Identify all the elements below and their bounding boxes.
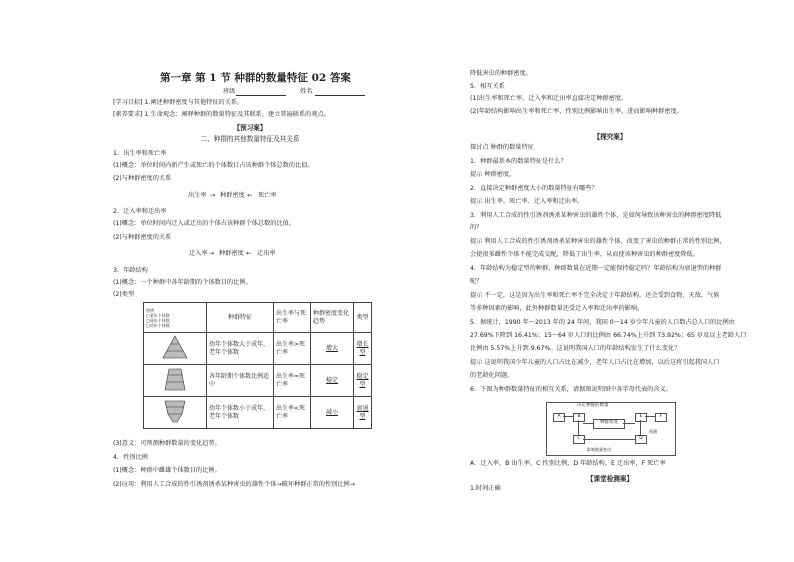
answer-3-cont: 会使很多雌性个体不能完成交配，降低了出生率，从而使该种害虫的种群密度降低。 — [470, 251, 699, 258]
question-3: 3．利用人工合成的性引诱剂诱杀某种害虫的雄性个体，是如何导致该种害虫的种群密度降低 — [470, 212, 722, 219]
table-row — [144, 397, 372, 429]
immigration-label: 迁入率 — [189, 250, 208, 257]
diagram-connector — [623, 423, 635, 424]
diagram-connector — [583, 423, 593, 424]
table-cell: 出生率>死亡率 — [274, 333, 311, 365]
age-structure-table — [143, 302, 372, 429]
node-f: F — [655, 413, 667, 422]
table-cell: 增大 — [311, 333, 354, 365]
table-header: 类型 — [354, 303, 372, 333]
node-e: E — [635, 413, 647, 422]
class-blank[interactable] — [236, 95, 286, 96]
explore-header: 【探究案】 — [593, 133, 627, 141]
table-cell: 稳定 — [311, 365, 354, 397]
answer-5-cont: 的老龄化问题。 — [470, 372, 514, 379]
diagram-connector — [563, 416, 573, 417]
learning-goal: [学习目标] 1.阐述种群密度与其他特征的关系。 — [113, 99, 244, 106]
table-cell: 幼年个体数小于成年、老年个体数 — [207, 397, 274, 429]
table-row — [144, 365, 372, 397]
r-s5-line2: (2)年龄结构影响出生率和死亡率，性别比例影响出生率，进而影响种群密度。 — [470, 108, 683, 115]
explore-subheader: 探讨点 种群的数量特征 — [470, 144, 534, 151]
s4-definition: (1)概念：种群中雌雄个体数目的比例。 — [113, 467, 221, 474]
emigration-label: 迁出率 — [257, 250, 276, 257]
answer-4-cont: 等多种因素的影响，此外种群数量还受迁入率和迁出率的影响。 — [470, 305, 644, 312]
arrow-icon: ← — [246, 250, 252, 257]
node-d: D — [635, 435, 647, 444]
answer-4: 提示 不一定，这是因为出生率和死亡率不完全决定于年龄结构，还会受到食物、天敌、气候 — [470, 292, 720, 299]
question-3-cont: 的？ — [470, 224, 483, 231]
diagram-connector — [578, 420, 579, 435]
birth-rate-label: 出生率 — [188, 192, 207, 199]
name-blank[interactable] — [315, 95, 365, 96]
question-6: 6．下图为种群数量特征的相互关系，请据图说明图中各字母代表的含义。 — [470, 386, 672, 393]
diagram-title: 决定种群的数量 — [577, 403, 609, 408]
pyramid-growth-icon — [144, 333, 207, 365]
node-a: A — [553, 413, 565, 422]
s3-type: (2)类型 — [113, 291, 135, 298]
table-header: 种群密度变化趋势 — [311, 303, 354, 333]
table-cell: 幼年个体数大于成年、老年个体数 — [207, 333, 274, 365]
node-b: B — [573, 413, 585, 422]
s2-definition: (1)概念：单位时间内迁入或迁出的个体占该种群个体总数的比值。 — [113, 220, 296, 227]
name-label: 姓名 — [300, 88, 313, 95]
preview-header: 【预习案】 — [233, 124, 267, 132]
diagram-connector — [640, 420, 641, 435]
death-rate-label: 死亡率 — [258, 192, 277, 199]
s3-definition: (1)概念：一个种群中各年龄期的个体数目的比例。 — [113, 279, 252, 286]
impact-label: 影响数量变动 — [587, 447, 611, 452]
question-1: 1．种群最基本的数量特征是什么？ — [470, 158, 567, 165]
question-5-cont2: 比例由 5.57%上升到 9.67%。这说明我国人口的年龄结构发生了什么变化？ — [470, 345, 681, 352]
population-relationship-diagram — [546, 402, 676, 456]
answer-3: 提示 利用人工合成的性引诱剂诱杀某种害虫的雄性个体，改变了害虫的种群正常的性别比例， — [470, 238, 726, 245]
practice-line: 1.时间正确 — [470, 485, 501, 492]
answer-1: 提示 种群密度。 — [470, 171, 516, 178]
density-label: 种群密度 — [219, 250, 244, 257]
answer-2: 提示 出生率、死亡率、迁入率和迁出率。 — [470, 198, 584, 205]
class-label: 班级 — [223, 88, 236, 95]
s3-significance: (3)意义：可预测种群数量的变化趋势。 — [113, 440, 221, 447]
table-cell: 衰退型 — [354, 397, 372, 429]
arrow-icon: → — [209, 250, 215, 257]
s1-definition: (1)概念：单位时间内新产生或死亡的个体数目占该种群个体总数的比值。 — [113, 162, 314, 169]
s1-relation: (2)与种群密度的关系 — [113, 175, 172, 182]
question-2: 2．直接决定种群密度大小的数量特征有哪些？ — [470, 185, 598, 192]
node-density: 种群密度 — [593, 419, 625, 429]
table-cell: 增长型 — [354, 333, 372, 365]
pyramid-stable-icon — [144, 365, 207, 397]
predict-label: 预测 — [649, 429, 657, 434]
arrow-icon: ← — [247, 192, 253, 199]
node-c: C — [573, 435, 585, 444]
r-s5-line1: (1)出生率和死亡率、迁入率和迁出率直接决定种群密度。 — [470, 95, 628, 102]
table-header: 种群特征 — [207, 303, 274, 333]
s1-title: 1．出生率和死亡率 — [113, 150, 167, 157]
section-header: 二、种群的其他数量特征及其关系 — [200, 135, 300, 143]
s3-title: 3．年龄结构 — [113, 267, 148, 274]
table-cell: 出生率≈死亡率 — [274, 365, 311, 397]
diagram-connector — [583, 439, 635, 440]
page-title: 第一章 第 1 节 种群的数量特征 02 答案 — [160, 72, 351, 84]
table-header: 出生率与死亡率 — [274, 303, 311, 333]
s4-application: (2)应用：利用人工合成的性引诱剂诱杀某种害虫的雄性个体→破坏种群正常的性别比例→ — [113, 481, 355, 488]
answer-6: A．迁入率，B 出生率，C 性别比例，D 年龄结构，E 迁出率，F 死亡率 — [470, 460, 666, 467]
table-cell: 出生率<死亡率 — [274, 397, 311, 429]
s4-title: 4．性别比例 — [113, 454, 148, 461]
table-legend-cell: 图例 □老年个体数 □成年个体数 □幼年个体数 — [144, 303, 207, 333]
table-cell: 稳定型 — [354, 365, 372, 397]
density-label: 种群密度 — [220, 192, 245, 199]
r-s5-title: 5．相互关系 — [470, 83, 505, 90]
literacy-requirement: [素养要求] 1.生命观念：阐释种群的数量特征及其联系，建立普遍联系的观点。 — [113, 111, 330, 118]
diagram-connector — [645, 416, 655, 417]
answer-5: 提示 这说明我国少年儿童的人口占比在减少，老年人口占比在增加，以后这将引起我国人口 — [470, 359, 720, 366]
question-4-cont: 呢？ — [470, 278, 483, 285]
question-5: 5．据统计，1990 年～2013 年的 24 年间，我国 0～14 岁少年儿童的人口数占总人口的比例由 — [470, 319, 735, 326]
question-5-cont: 27.69%下降到 16.41%；15～64 岁人口的比例由 66.74%上升到 73.92%；65 岁及以上老龄人口 — [470, 332, 747, 339]
practice-header: 【课堂检测案】 — [586, 475, 634, 483]
question-4: 4．年龄结构为稳定型的种群，种群数量在近期一定能保持稳定吗？年龄结构为衰退型的种群 — [470, 265, 722, 272]
s2-relation: (2)与种群密度的关系 — [113, 234, 172, 241]
s2-title: 2．迁入率和迁出率 — [113, 208, 167, 215]
table-cell: 减小 — [311, 397, 354, 429]
arrow-icon: → — [210, 192, 216, 199]
table-row — [144, 333, 372, 365]
pyramid-decline-icon — [144, 397, 207, 429]
r-top-line: 降低害虫的种群密度。 — [470, 70, 532, 77]
table-cell: 各年龄期个体数比例适中 — [207, 365, 274, 397]
